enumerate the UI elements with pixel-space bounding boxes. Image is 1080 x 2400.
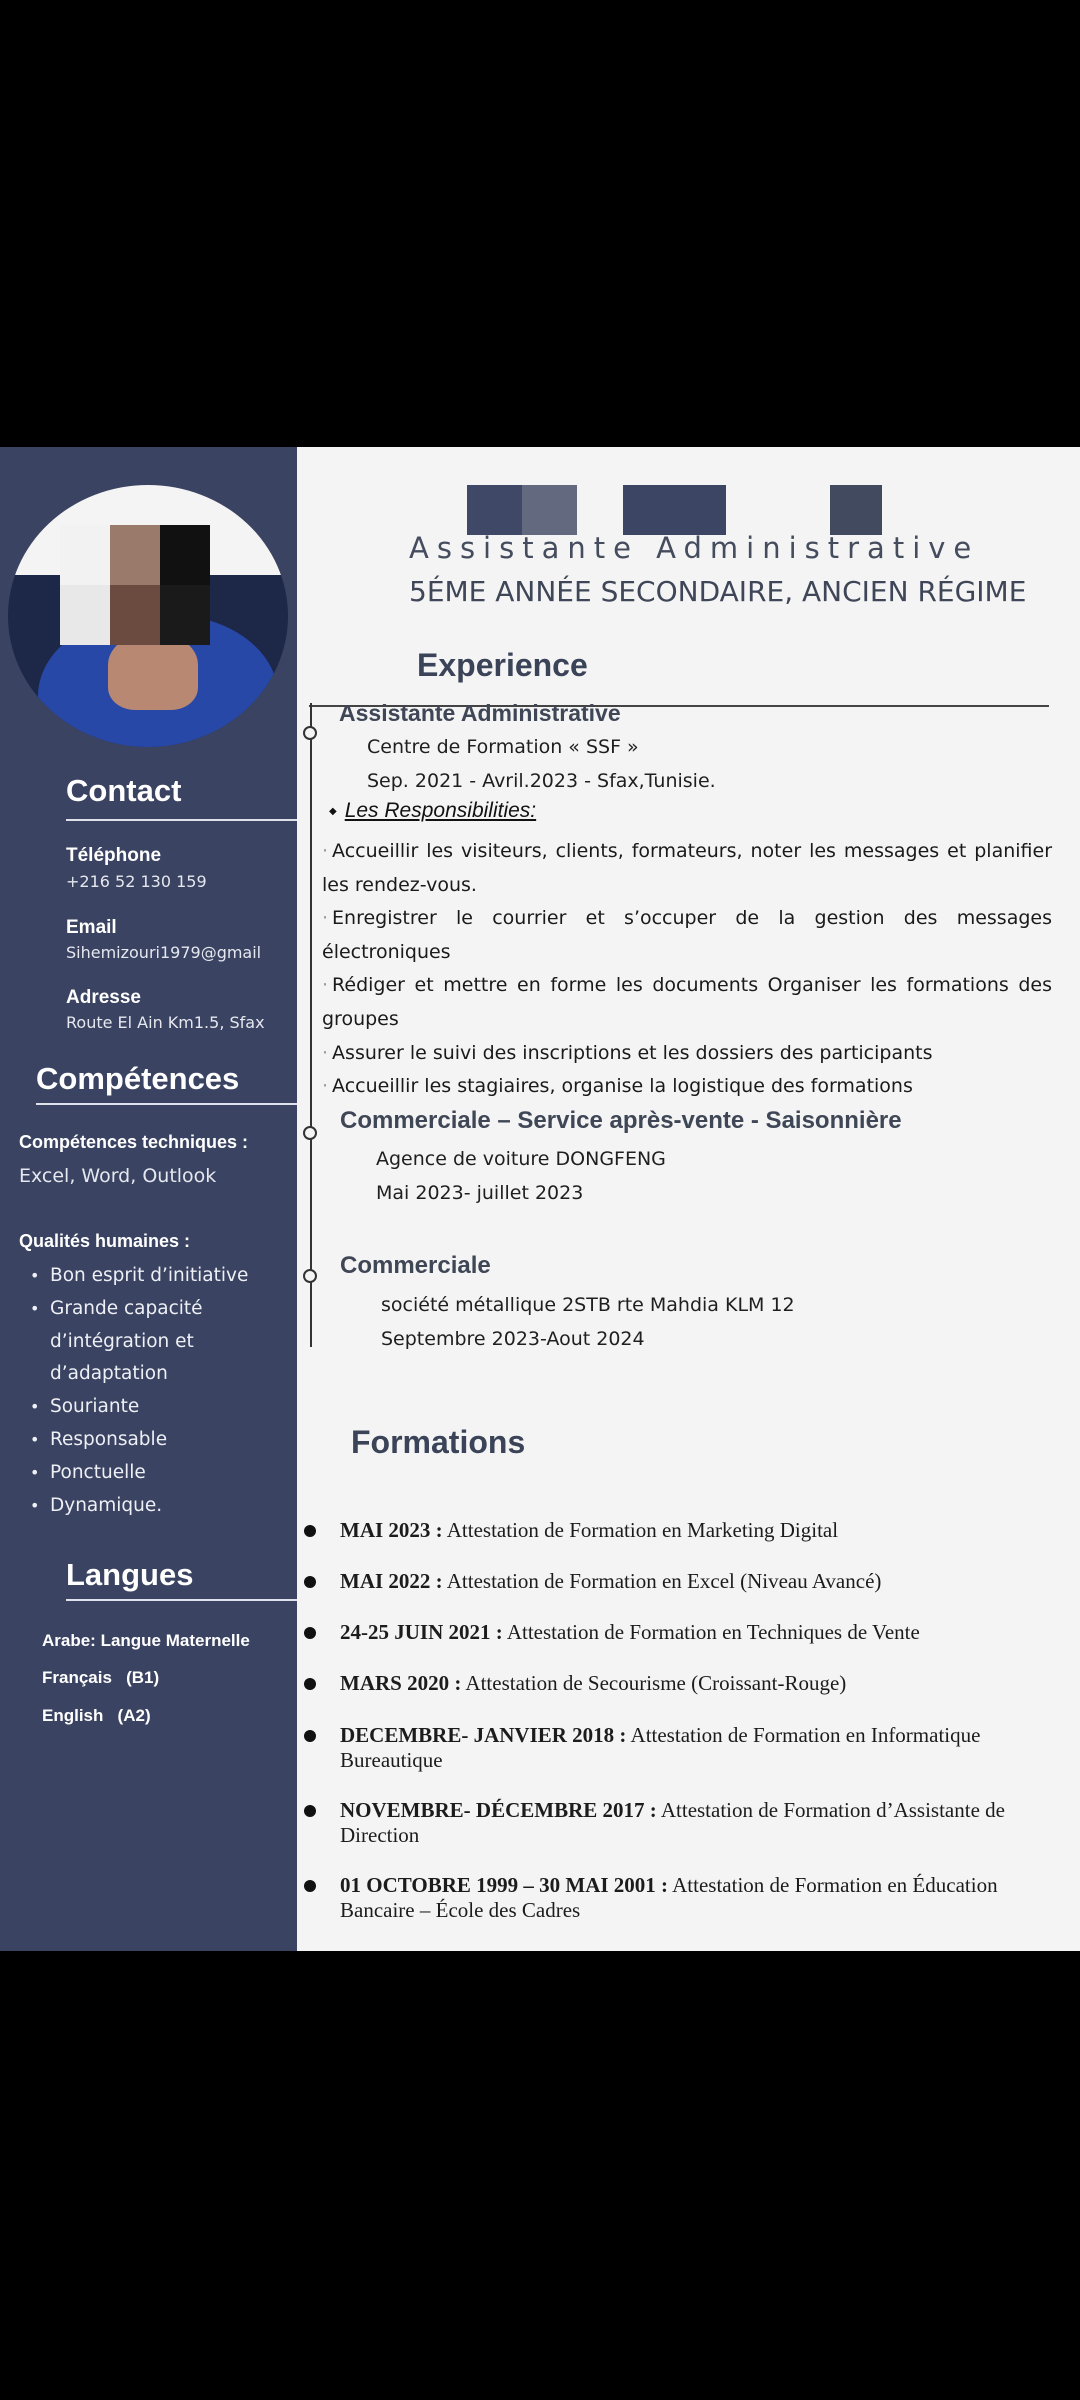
list-item: · Rédiger et mettre en forme les documents Organiser les formations des groupes	[322, 969, 1052, 1036]
redacted-name	[467, 485, 522, 535]
formation-date: MAI 2023 :	[340, 1518, 443, 1542]
formation-bullet	[304, 1730, 316, 1742]
list-item: · Enregistrer le courrier et s’occuper de la gestion des messages électroniques	[322, 902, 1052, 969]
address-value: Route El Ain Km1.5, Sfax	[66, 1013, 265, 1032]
formation-item	[340, 1518, 1050, 1543]
formation-date: NOVEMBRE- DÉCEMBRE 2017 :	[340, 1798, 657, 1822]
job-period: Septembre 2023-Aout 2024	[381, 1328, 645, 1350]
formation-bullet	[304, 1525, 316, 1537]
list-item: • Dynamique.	[30, 1490, 290, 1523]
langues-divider	[66, 1599, 297, 1601]
job-title: Assistante Administrative	[339, 700, 621, 726]
list-item: • Souriante	[30, 1391, 290, 1424]
formation-bullet	[304, 1576, 316, 1588]
redacted-name	[522, 485, 577, 535]
tech-skills-value: Excel, Word, Outlook	[19, 1165, 217, 1187]
formation-text: Attestation de Formation en Techniques de Vente	[506, 1620, 920, 1644]
redacted-name	[830, 485, 882, 535]
formation-date: DECEMBRE- JANVIER 2018 :	[340, 1723, 627, 1747]
job-company: Agence de voiture DONGFENG	[376, 1148, 666, 1170]
formation-item	[340, 1569, 1050, 1594]
formation-bullet	[304, 1627, 316, 1639]
formation-bullet	[304, 1678, 316, 1690]
cv-document	[0, 447, 1080, 1951]
list-item: · Accueillir les stagiaires, organise la logistique des formations	[322, 1070, 1052, 1104]
formation-item	[340, 1723, 1050, 1773]
timeline-marker	[303, 1126, 317, 1140]
formation-date: 24-25 JUIN 2021 :	[340, 1620, 503, 1644]
language-item: Français (B1)	[42, 1668, 160, 1687]
human-qualities-label: Qualités humaines :	[19, 1231, 191, 1251]
contact-title: Contact	[66, 773, 182, 808]
formation-text: Attestation de Formation en Éducation Bancaire – École des Cadres	[340, 1873, 998, 1922]
email-value: Sihemizouri1979@gmail	[66, 943, 262, 962]
job-period: Mai 2023- juillet 2023	[376, 1182, 584, 1204]
human-qualities-list	[30, 1260, 290, 1522]
timeline-marker	[303, 726, 317, 740]
formation-text: Attestation de Formation d’Assistante de Direction	[340, 1798, 1005, 1847]
tech-skills-label: Compétences techniques :	[19, 1132, 249, 1152]
experience-timeline	[310, 703, 312, 1347]
formation-bullet	[304, 1880, 316, 1892]
formation-text: Attestation de Formation en Excel (Niveau Avancé)	[446, 1569, 882, 1593]
formation-text: Attestation de Formation en Marketing Digital	[446, 1518, 839, 1542]
formation-item	[340, 1620, 1050, 1645]
list-item: • Bon esprit d’initiative	[30, 1260, 290, 1293]
formation-item	[340, 1873, 1050, 1923]
timeline-marker	[303, 1269, 317, 1283]
responsibilities-heading: ◆ Les Responsibilities:	[329, 799, 536, 823]
address-label: Adresse	[66, 987, 141, 1008]
pixelated-face	[60, 525, 210, 645]
education-subtitle: 5ÉME ANNÉE SECONDAIRE, ANCIEN RÉGIME	[409, 575, 1027, 608]
formation-text: Attestation de Formation en Informatique Bureautique	[340, 1723, 981, 1772]
list-item: · Assurer le suivi des inscriptions et les dossiers des participants	[322, 1037, 1052, 1071]
formations-title: Formations	[351, 1424, 526, 1460]
langues-title: Langues	[66, 1557, 194, 1592]
formation-text: Attestation de Secourisme (Croissant-Rouge)	[465, 1671, 847, 1695]
experience-title: Experience	[417, 647, 588, 683]
main-content	[297, 447, 1080, 1951]
contact-divider	[66, 819, 297, 821]
formation-date: MAI 2022 :	[340, 1569, 443, 1593]
list-item: • Grande capacité d’intégration et d’adaptation	[30, 1293, 290, 1391]
competences-divider	[36, 1103, 297, 1105]
formation-date: MARS 2020 :	[340, 1671, 462, 1695]
job-headline: Assistante Administrative	[409, 531, 980, 565]
sidebar	[0, 447, 297, 1951]
job-company: Centre de Formation « SSF »	[367, 736, 639, 758]
phone-value: +216 52 130 159	[66, 872, 207, 891]
competences-title: Compétences	[36, 1061, 240, 1096]
email-label: Email	[66, 917, 117, 938]
formation-date: 01 OCTOBRE 1999 – 30 MAI 2001 :	[340, 1873, 669, 1897]
job-company: société métallique 2STB rte Mahdia KLM 12	[381, 1294, 795, 1316]
responsibilities-list	[322, 835, 1052, 1104]
language-item: English (A2)	[42, 1706, 151, 1725]
list-item: • Ponctuelle	[30, 1457, 290, 1490]
list-item: · Accueillir les visiteurs, clients, formateurs, noter les messages et planifier les rendez-vous.	[322, 835, 1052, 902]
formation-item	[340, 1798, 1050, 1848]
job-title: Commerciale	[340, 1252, 491, 1279]
list-item: • Responsable	[30, 1424, 290, 1457]
job-period: Sep. 2021 - Avril.2023 - Sfax,Tunisie.	[367, 770, 716, 792]
formation-bullet	[304, 1805, 316, 1817]
profile-photo	[8, 485, 288, 747]
formation-item	[340, 1671, 1050, 1696]
phone-label: Téléphone	[66, 845, 162, 866]
job-title: Commerciale – Service après-vente - Saisonnière	[340, 1107, 902, 1134]
language-item: Arabe: Langue Maternelle	[42, 1631, 250, 1650]
redacted-name	[623, 485, 726, 535]
